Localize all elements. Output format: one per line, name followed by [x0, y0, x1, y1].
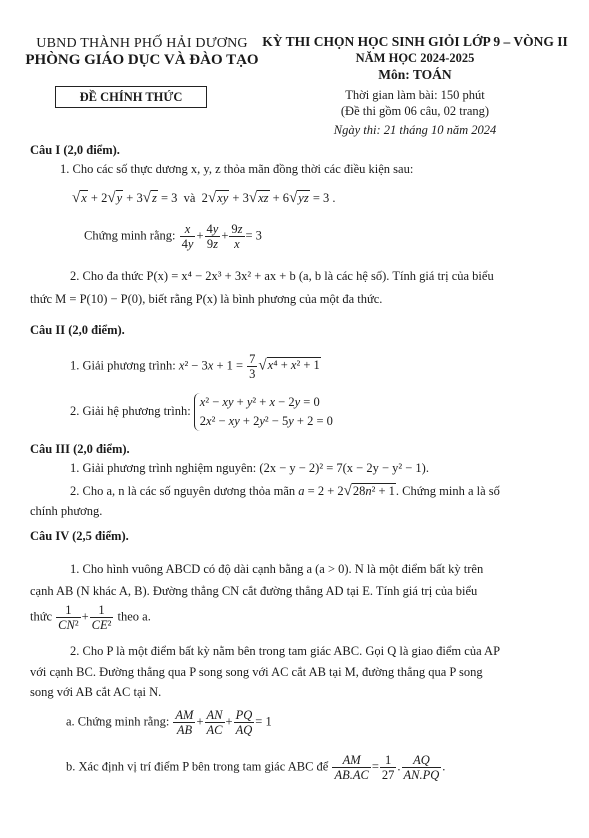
question-2-part-2: 2. Giải hệ phương trình: x² − xy + y² + x − 2y = 0 2x² − xy + 2y² − 5y + 2 = 0: [70, 393, 333, 431]
question-1-title: Câu I (2,0 điểm).: [30, 143, 120, 157]
pages-note: (Đề thi gồm 06 câu, 02 trang): [340, 104, 490, 118]
question-4-part-1b: cạnh AB (N khác A, B). Đường thẳng CN cắt đường thẳng AD tại E. Tính giá trị của biểu: [30, 584, 478, 598]
question-4-part-2b: với cạnh BC. Đường thẳng qua P song song với AC cắt AB tại M, đường thẳng qua P song: [30, 665, 483, 679]
question-3-part-2b: chính phương.: [30, 504, 103, 518]
official-exam-box: ĐỀ CHÍNH THỨC: [55, 86, 207, 108]
question-2-part-1: 1. Giải phương trình: x² − 3x + 1 = $\frac{7}{3}$ √x⁴ + x² + 1: [70, 352, 320, 381]
exam-date: Ngày thi: 21 tháng 10 năm 2024: [333, 123, 497, 137]
question-4-part-2-item-b: b. Xác định vị trí điểm P bên trong tam giác ABC để $\frac{AM}{AB.AC}$ = $\frac{1}{27}$ . $\frac{AQ}{AN.PQ}$ .: [66, 753, 446, 782]
exam-title: KỲ THI CHỌN HỌC SINH GIỎI LỚP 9 – VÒNG II: [262, 34, 568, 49]
question-3-part-2a: 2. Cho a, n là các số nguyên dương thỏa mãn a = 2 + 2√28n² + 1. Chứng minh a là số: [70, 483, 500, 499]
question-4-part-2c: song với AB cắt AC tại N.: [30, 685, 162, 699]
subject: Môn: TOÁN: [378, 67, 452, 82]
school-year: NĂM HỌC 2024-2025: [355, 51, 475, 65]
header-exam-info: [250, 34, 580, 138]
question-1-condition: √x + 2√y + 3√z = 3 và 2√xy + 3√xz + 6√yz = 3 .: [72, 190, 336, 206]
org-line-1: UBND THÀNH PHỐ HẢI DƯƠNG: [36, 36, 248, 51]
question-4-part-2a: 2. Cho P là một điểm bất kỳ nằm bên trong tam giác ABC. Gọi Q là giao điểm của AP: [70, 644, 501, 658]
question-4-part-1c: thức $\frac{1}{\text{CN²}}$ + $\frac{1}{\text{CE²}}$ theo a.: [30, 603, 151, 632]
question-1-part-2a: 2. Cho đa thức P(x) = x⁴ − 2x³ + 3x² + ax + b (a, b là các hệ số). Tính giá trị của biểu: [70, 269, 494, 283]
question-4-part-2-item-a: a. Chứng minh rằng: $\frac{AM}{AB}$ + $\frac{AN}{AC}$ + $\frac{PQ}{AQ}$ = 1: [66, 708, 272, 737]
question-3-title: Câu III (2,0 điểm).: [30, 442, 130, 456]
duration: Thời gian làm bài: 150 phút: [345, 88, 485, 102]
header-organization: [22, 36, 262, 69]
question-1-part-1: 1. Cho các số thực dương x, y, z thỏa mãn đồng thời các điều kiện sau:: [60, 162, 414, 176]
question-4-part-1a: 1. Cho hình vuông ABCD có độ dài cạnh bằng a (a > 0). N là một điểm bất kỳ trên: [70, 562, 484, 576]
question-4-title: Câu IV (2,5 điểm).: [30, 529, 129, 543]
question-1-prove: Chứng minh rằng: $\frac{x}{4y}$ + $\frac{4y}{9z}$ + $\frac{9z}{x}$ = 3: [84, 222, 262, 251]
question-1-part-2b: thức M = P(10) − P(0), biết rằng P(x) là bình phương của một đa thức.: [30, 292, 383, 306]
question-3-part-1: 1. Giải phương trình nghiệm nguyên: (2x − y − 2)² = 7(x − 2y − y² − 1).: [70, 461, 429, 475]
question-2-title: Câu II (2,0 điểm).: [30, 323, 125, 337]
org-line-2: PHÒNG GIÁO DỤC VÀ ĐÀO TẠO: [25, 52, 259, 68]
